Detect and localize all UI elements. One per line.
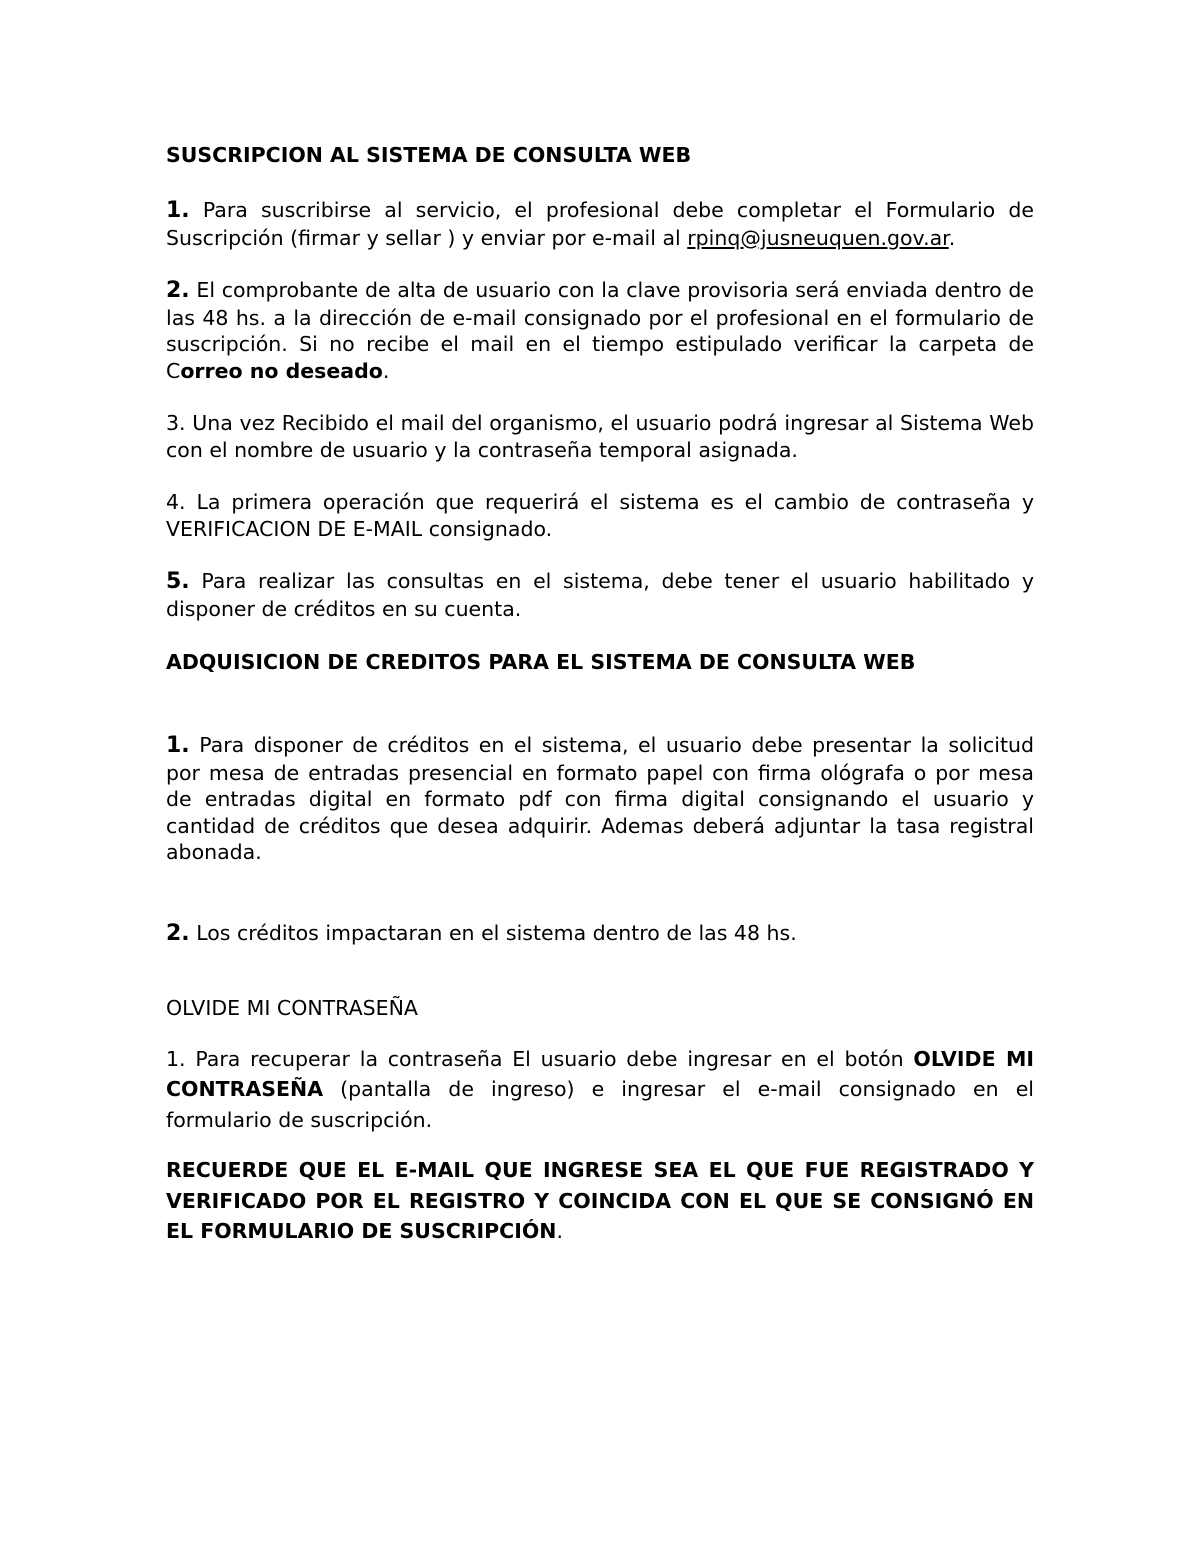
section-title-creditos: ADQUISICION DE CREDITOS PARA EL SISTEMA DE CONSULTA WEB [166, 650, 916, 674]
item-number: 1. [166, 198, 190, 223]
warning-text: RECUERDE QUE EL E-MAIL QUE INGRESE SEA EL QUE FUE REGISTRADO Y VERIFICADO POR EL REGISTRO Y COINCIDA CON EL QUE SE CONSIGNÓ EN EL FORMULARIO DE SUSCRIPCIÓN [166, 1158, 1034, 1243]
paragraph-suscripcion-4: 4. La primera operación que requerirá el sistema es el cambio de contraseña y VERIFICACION DE E-MAIL consignado. [166, 490, 1034, 541]
item-text: Los créditos impactaran en el sistema dentro de las 48 hs. [189, 920, 797, 945]
item-text: 1. Para recuperar la contraseña El usuario debe ingresar en el botón [166, 1046, 914, 1071]
paragraph-suscripcion-3: 3. Una vez Recibido el mail del organismo, el usuario podrá ingresar al Sistema Web con el nombre de usuario y la contraseña temporal asignada. [166, 411, 1034, 462]
section-title-olvide: OLVIDE MI CONTRASEÑA [166, 996, 418, 1020]
paragraph-suscripcion-5 [166, 568, 1034, 622]
warning-notice [166, 1155, 1034, 1247]
item-text: Para suscribirse al servicio, el profesional debe completar el Formulario de Suscripción (firmar y sellar ) y enviar por e-mail al [166, 198, 1034, 250]
item-number: 1. [166, 733, 190, 758]
item-number: 2. [166, 278, 190, 303]
item-text: Para disponer de créditos en el sistema, el usuario debe presentar la solicitud por mesa de entradas presencial en formato papel con firma ológrafa o por mesa de entradas digital en formato pdf con firma digital consignando el usuario y cantidad de créditos que desea adquirir. Ademas deberá adjuntar la tasa registral abonada. [166, 733, 1034, 864]
paragraph-suscripcion-1 [166, 197, 1034, 251]
paragraph-creditos-2 [166, 920, 1034, 948]
olvide-button-name: OLVIDE MI CONTRASEÑA [166, 1046, 1034, 1101]
item-text: El comprobante de alta de usuario con la clave provisoria será enviada dentro de las 48 hs. a la dirección de e-mail consignado por el profesional en el formulario de suscripción. Si no recibe el mail en el tiempo estipulado verificar la carpeta de C [166, 278, 1034, 383]
paragraph-olvide-1 [166, 1044, 1034, 1136]
item-number: 5. [166, 569, 190, 594]
document-page [166, 141, 1034, 1247]
warning-text-end: . [556, 1219, 563, 1243]
email-link[interactable]: rpinq@jusneuquen.gov.ar [687, 225, 949, 250]
section-title-suscripcion: SUSCRIPCION AL SISTEMA DE CONSULTA WEB [166, 143, 692, 167]
item-text-end: . [948, 225, 956, 250]
paragraph-suscripcion-2 [166, 277, 1034, 384]
item-text-bold: orreo no deseado [180, 358, 383, 383]
item-number: 2. [166, 920, 190, 946]
item-text-end: . [382, 358, 390, 383]
paragraph-creditos-1 [166, 732, 1034, 866]
item-text-end: (pantalla de ingreso) e ingresar el e-mail consignado en el formulario de suscripción. [166, 1077, 1034, 1132]
item-text: Para realizar las consultas en el sistema, debe tener el usuario habilitado y disponer de créditos en su cuenta. [166, 569, 1034, 621]
